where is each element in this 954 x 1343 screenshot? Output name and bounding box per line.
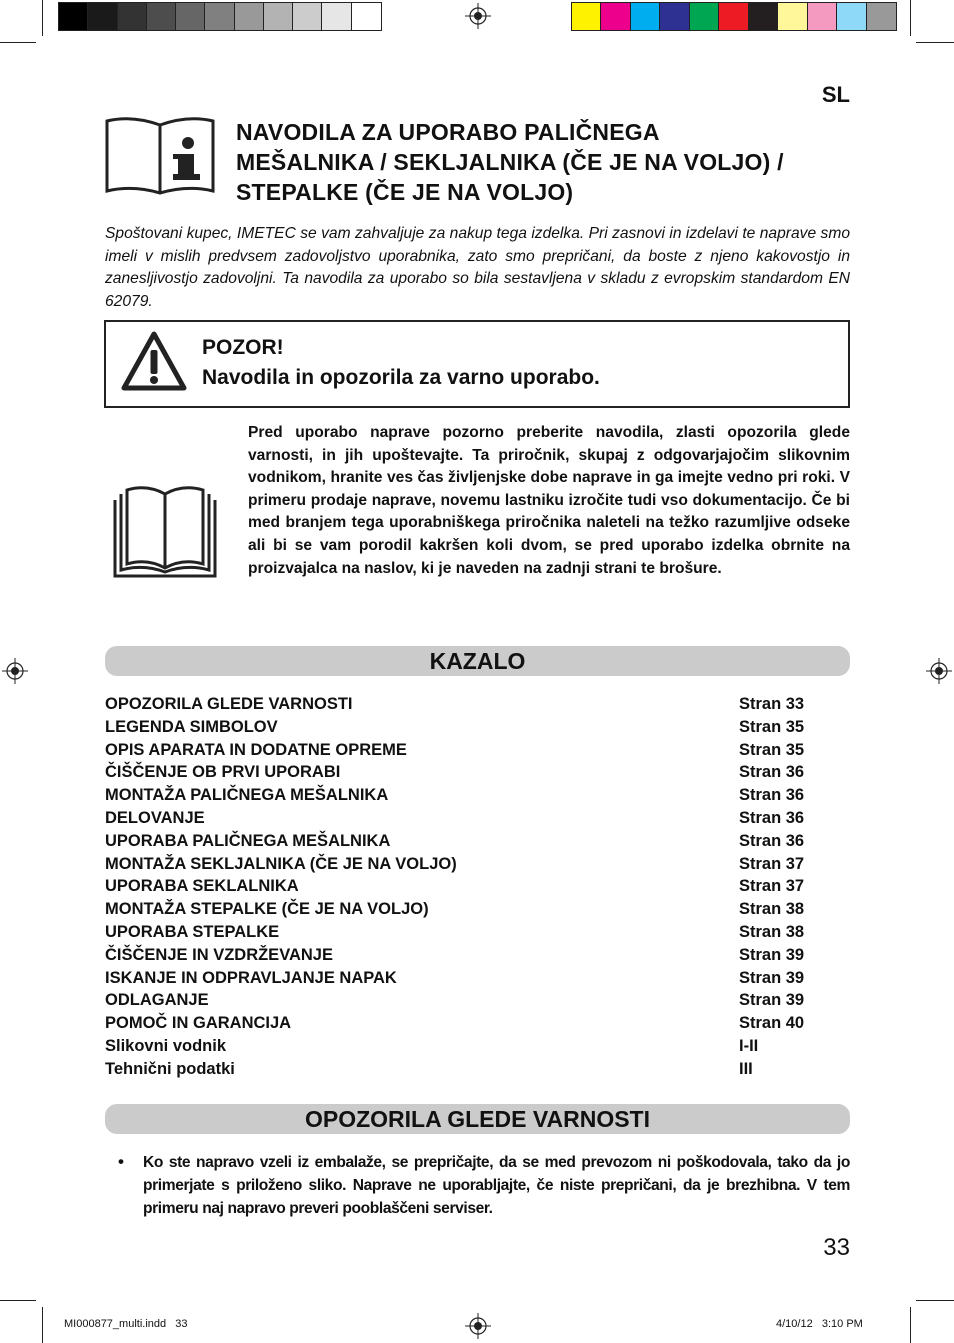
toc-title: Tehnični podatki bbox=[105, 1059, 235, 1078]
toc-heading: KAZALO bbox=[105, 646, 850, 676]
registration-mark-icon bbox=[2, 658, 28, 684]
toc-title: DELOVANJE bbox=[105, 808, 205, 827]
crop-mark bbox=[910, 0, 911, 36]
registration-mark-icon bbox=[465, 1313, 491, 1339]
crop-mark bbox=[42, 0, 43, 36]
toc-title: Slikovni vodnik bbox=[105, 1036, 227, 1055]
gray-calibration-bar bbox=[58, 2, 382, 31]
color-calibration-bar bbox=[571, 2, 897, 31]
footer-timestamp: 4/10/12 3:10 PM bbox=[776, 1318, 863, 1330]
toc-page: Stran 35 bbox=[739, 740, 805, 759]
warning-title: POZOR! bbox=[202, 336, 284, 359]
toc-title: LEGENDA SIMBOLOV bbox=[105, 717, 278, 736]
toc-page: Stran 38 bbox=[739, 922, 805, 941]
toc-row bbox=[105, 875, 850, 898]
color-swatch bbox=[719, 3, 748, 30]
crop-mark bbox=[0, 1300, 36, 1301]
footer-filename: MI000877_multi.indd 33 bbox=[64, 1318, 188, 1330]
toc-page: Stran 36 bbox=[739, 808, 805, 827]
warning-subtitle: Navodila in opozorila za varno uporabo. bbox=[202, 366, 600, 389]
toc-page: Stran 39 bbox=[739, 945, 805, 964]
color-swatch bbox=[293, 3, 322, 30]
intro-paragraph: Spoštovani kupec, IMETEC se vam zahvaljuje za nakup tega izdelka. Pri zasnovi in izdelavi te naprave smo imeli v mislih predvsem zadovoljstvo uporabnika, zato smo prepričani, da boste z njeno kakovostjo in zanesljivostjo zadovoljni. Ta navodila za uporabo so bila sestavljena v skladu z evropskim standardom EN 62079. bbox=[105, 225, 850, 310]
toc-title: MONTAŽA SEKLJALNIKA (ČE JE NA VOLJO) bbox=[105, 854, 457, 873]
bullet-marker: • bbox=[118, 1152, 124, 1171]
toc-page: Stran 36 bbox=[739, 763, 805, 782]
toc-row bbox=[105, 830, 850, 853]
toc-page: III bbox=[739, 1059, 753, 1078]
toc-page: Stran 36 bbox=[739, 831, 805, 850]
toc-title: MONTAŽA STEPALKE (ČE JE NA VOLJO) bbox=[105, 900, 429, 919]
toc-page: Stran 37 bbox=[739, 854, 805, 873]
warning-box bbox=[104, 320, 850, 408]
page-number: 33 bbox=[823, 1234, 850, 1261]
open-book-icon bbox=[107, 486, 223, 580]
color-swatch bbox=[808, 3, 837, 30]
safety-bullet-text: Ko ste napravo vzeli iz embalaže, se prepričajte, da se med prevozom ni poškodovala, tako da jo primerjate s priloženo sliko. Naprave ne uporabljajte, če niste prepričani, da je brezhibna. V tem primeru naj napravo preveri pooblaščeni serviser. bbox=[143, 1154, 850, 1217]
color-swatch bbox=[147, 3, 176, 30]
toc-title: ČIŠČENJE IN VZDRŽEVANJE bbox=[105, 945, 333, 964]
safety-heading: OPOZORILA GLEDE VARNOSTI bbox=[105, 1104, 850, 1134]
toc-title: UPORABA SEKLALNIKA bbox=[105, 877, 299, 896]
color-swatch bbox=[235, 3, 264, 30]
title-line: NAVODILA ZA UPORABO PALIČNEGA bbox=[236, 119, 660, 145]
toc-title: ODLAGANJE bbox=[105, 991, 209, 1010]
info-book-icon bbox=[104, 117, 216, 195]
color-swatch bbox=[749, 3, 778, 30]
toc-title: UPORABA STEPALKE bbox=[105, 922, 280, 941]
toc-page: Stran 39 bbox=[739, 991, 805, 1010]
toc-row bbox=[105, 921, 850, 944]
toc-title: POMOČ IN GARANCIJA bbox=[105, 1014, 292, 1033]
color-swatch bbox=[660, 3, 689, 30]
toc-page: Stran 36 bbox=[739, 786, 805, 805]
toc-row bbox=[105, 967, 850, 990]
toc-row bbox=[105, 898, 850, 921]
crop-mark bbox=[916, 42, 954, 43]
color-swatch bbox=[778, 3, 807, 30]
toc-row bbox=[105, 739, 850, 762]
crop-mark bbox=[916, 1300, 954, 1301]
table-of-contents bbox=[105, 693, 850, 1081]
registration-mark-icon bbox=[926, 658, 952, 684]
toc-row bbox=[105, 853, 850, 876]
toc-row bbox=[105, 784, 850, 807]
toc-title: ČIŠČENJE OB PRVI UPORABI bbox=[105, 763, 341, 782]
color-swatch bbox=[690, 3, 719, 30]
crop-mark bbox=[42, 1307, 43, 1343]
toc-title: OPIS APARATA IN DODATNE OPREME bbox=[105, 740, 407, 759]
toc-title: OPOZORILA GLEDE VARNOSTI bbox=[105, 695, 353, 713]
toc-page: Stran 39 bbox=[739, 968, 805, 987]
title-line: STEPALKE (ČE JE NA VOLJO) bbox=[236, 179, 574, 205]
toc-page: Stran 40 bbox=[739, 1014, 805, 1033]
toc-row bbox=[105, 716, 850, 739]
toc-row bbox=[105, 1058, 850, 1081]
toc-row bbox=[105, 807, 850, 830]
color-swatch bbox=[572, 3, 601, 30]
toc-title: UPORABA PALIČNEGA MEŠALNIKA bbox=[105, 831, 391, 850]
color-swatch bbox=[631, 3, 660, 30]
toc-page: Stran 35 bbox=[739, 717, 805, 736]
toc-page: Stran 37 bbox=[739, 877, 805, 896]
toc-title: ISKANJE IN ODPRAVLJANJE NAPAK bbox=[105, 968, 397, 987]
toc-row bbox=[105, 1035, 850, 1058]
toc-row bbox=[105, 761, 850, 784]
language-code: SL bbox=[821, 82, 850, 107]
crop-mark bbox=[910, 1307, 911, 1343]
toc-page: Stran 38 bbox=[739, 900, 805, 919]
toc-row bbox=[105, 1012, 850, 1035]
color-swatch bbox=[867, 3, 896, 30]
color-swatch bbox=[118, 3, 147, 30]
toc-page: I-II bbox=[739, 1036, 759, 1055]
warning-triangle-icon bbox=[120, 330, 188, 392]
title-line: MEŠALNIKA / SEKLJALNIKA (ČE JE NA VOLJO) / bbox=[236, 149, 784, 175]
color-swatch bbox=[601, 3, 630, 30]
toc-page: Stran 33 bbox=[739, 695, 805, 713]
color-swatch bbox=[322, 3, 351, 30]
page-title bbox=[236, 117, 856, 207]
crop-mark bbox=[0, 42, 36, 43]
read-instructions-paragraph: Pred uporabo naprave pozorno preberite navodila, zlasti opozorila glede varnosti, in jih upoštevajte. Ta priročnik, skupaj z odgovarjajočim slikovnim vodnikom, hranite ves čas življenjske dobe naprave in ga imejte vedno pri roki. V primeru prodaje naprave, novemu lastniku izročite tudi vso dokumentacijo. Če bi med branjem tega uporabniškega priročnika naleteli na težko razumljive odseke ali bi se vam porodil kakršen koli dvom, se pred uporabo izdelka obrnite na proizvajalca na naslov, ki je naveden na zadnji strani te brošure. bbox=[248, 424, 850, 577]
color-swatch bbox=[352, 3, 381, 30]
color-swatch bbox=[176, 3, 205, 30]
toc-row bbox=[105, 944, 850, 967]
toc-row bbox=[105, 693, 850, 716]
color-swatch bbox=[59, 3, 88, 30]
color-swatch bbox=[88, 3, 117, 30]
color-swatch bbox=[837, 3, 866, 30]
registration-mark-icon bbox=[465, 3, 491, 29]
toc-row bbox=[105, 989, 850, 1012]
toc-title: MONTAŽA PALIČNEGA MEŠALNIKA bbox=[105, 786, 389, 805]
color-swatch bbox=[205, 3, 234, 30]
color-swatch bbox=[264, 3, 293, 30]
